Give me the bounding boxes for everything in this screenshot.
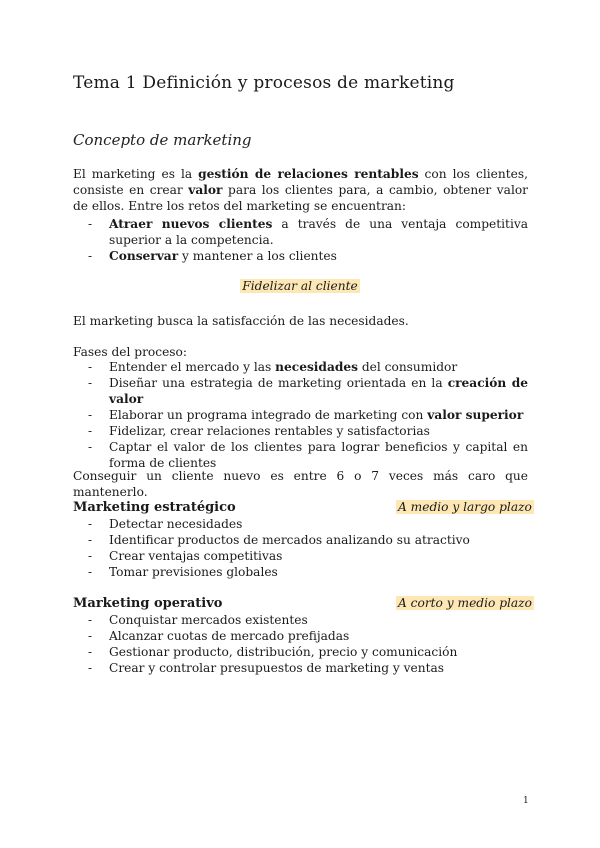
highlight-fidelizar: Fidelizar al cliente bbox=[242, 279, 358, 293]
list-item: - Crear ventajas competitivas bbox=[88, 549, 283, 563]
operative-heading: Marketing operativo bbox=[73, 596, 223, 611]
list-item: - Gestionar producto, distribución, precio y comunicación bbox=[88, 645, 458, 659]
strategic-heading: Marketing estratégico bbox=[73, 500, 236, 515]
list-item: - Captar el valor de los clientes para lograr beneficios y capital en forma de clientes bbox=[88, 440, 528, 470]
challenges-list bbox=[88, 216, 528, 264]
satisfaction-paragraph: El marketing busca la satisfacción de las necesidades. bbox=[73, 314, 409, 328]
list-item: - Conservar y mantener a los clientes bbox=[88, 249, 337, 263]
phases-list bbox=[88, 359, 528, 471]
list-item: - Diseñar una estrategia de marketing orientada en la creación de valor bbox=[88, 376, 528, 406]
highlight-row bbox=[0, 279, 600, 293]
page-title: Tema 1 Definición y procesos de marketing bbox=[73, 73, 455, 93]
list-item: - Atraer nuevos clientes a través de una ventaja competitiva superior a la competencia. bbox=[88, 217, 528, 247]
operative-term-tag: A corto y medio plazo bbox=[398, 596, 532, 610]
operative-list bbox=[88, 612, 528, 676]
list-item: - Conquistar mercados existentes bbox=[88, 613, 308, 627]
intro-paragraph: El marketing es la gestión de relaciones rentables con los clientes, consiste en crear valor para los clientes para, a cambio, obtener valor de ellos. Entre los retos del marketing se encuentran: bbox=[73, 167, 529, 213]
section-heading-concepto: Concepto de marketing bbox=[73, 131, 252, 149]
phases-label: Fases del proceso: bbox=[73, 345, 187, 359]
list-item: - Detectar necesidades bbox=[88, 517, 243, 531]
strategic-list bbox=[88, 516, 528, 580]
list-item: - Crear y controlar presupuestos de marketing y ventas bbox=[88, 661, 445, 675]
bold-term: valor bbox=[188, 183, 223, 197]
list-item: - Identificar productos de mercados analizando su atractivo bbox=[88, 533, 470, 547]
cost-note: Conseguir un cliente nuevo es entre 6 o 7 veces más caro que mantenerlo. bbox=[73, 469, 528, 499]
list-item: - Fidelizar, crear relaciones rentables y satisfactorias bbox=[88, 424, 430, 438]
list-item: - Alcanzar cuotas de mercado prefijadas bbox=[88, 629, 350, 643]
list-item: - Tomar previsiones globales bbox=[88, 565, 278, 579]
bold-term: gestión de relaciones rentables bbox=[198, 167, 419, 181]
page-number: 1 bbox=[523, 796, 529, 806]
strategic-term-tag: A medio y largo plazo bbox=[398, 500, 532, 514]
list-item: - Elaborar un programa integrado de marketing con valor superior bbox=[88, 408, 524, 422]
list-item: - Entender el mercado y las necesidades del consumidor bbox=[88, 360, 458, 374]
